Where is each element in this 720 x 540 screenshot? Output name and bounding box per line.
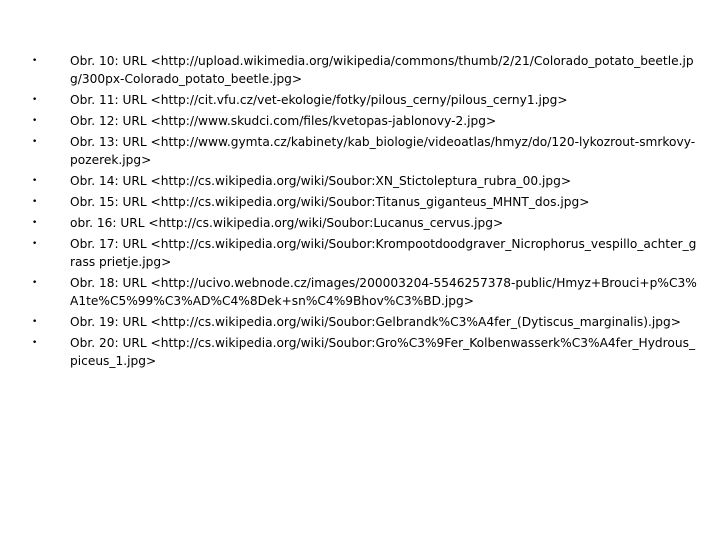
- reference-text: Obr. 18: URL <http://ucivo.webnode.cz/images/200003204-5546257378-public/Hmyz+Brouci+p%C3%A1te%C5%99%C3%AD%C4%8Dek+sn%C4%9Bhov%C3%BD.jpg>: [70, 276, 697, 308]
- list-item: [26, 214, 698, 232]
- reference-text: Obr. 14: URL <http://cs.wikipedia.org/wiki/Soubor:XN_Stictoleptura_rubra_00.jpg>: [70, 174, 572, 188]
- reference-text: Obr. 19: URL <http://cs.wikipedia.org/wiki/Soubor:Gelbrandk%C3%A4fer_(Dytiscus_marginalis).jpg>: [70, 315, 681, 329]
- bullet-icon: •: [32, 137, 38, 147]
- bullet-icon: •: [32, 197, 38, 207]
- bullet-icon: •: [32, 116, 38, 126]
- reference-list: [26, 52, 698, 373]
- bullet-icon: •: [32, 338, 38, 348]
- bullet-icon: •: [32, 176, 38, 186]
- reference-text: Obr. 17: URL <http://cs.wikipedia.org/wiki/Soubor:Krompootdoodgraver_Nicrophorus_vespillo_achter_grass prietje.jpg>: [70, 237, 697, 269]
- list-item: [26, 172, 698, 190]
- reference-text: Obr. 12: URL <http://www.skudci.com/files/kvetopas-jablonovy-2.jpg>: [70, 114, 497, 128]
- bullet-icon: •: [32, 218, 38, 228]
- list-item: [26, 133, 698, 169]
- list-item: [26, 193, 698, 211]
- list-item: [26, 91, 698, 109]
- list-item: [26, 52, 698, 88]
- list-item: [26, 274, 698, 310]
- list-item: [26, 112, 698, 130]
- reference-text: Obr. 10: URL <http://upload.wikimedia.org/wikipedia/commons/thumb/2/21/Colorado_potato_beetle.jpg/300px-Colorado_potato_beetle.jpg>: [70, 54, 694, 86]
- bullet-icon: •: [32, 317, 38, 327]
- reference-text: Obr. 15: URL <http://cs.wikipedia.org/wiki/Soubor:Titanus_giganteus_MHNT_dos.jpg>: [70, 195, 590, 209]
- reference-text: Obr. 20: URL <http://cs.wikipedia.org/wiki/Soubor:Gro%C3%9Fer_Kolbenwasserk%C3%A4fer_Hydrous_piceus_1.jpg>: [70, 336, 696, 368]
- list-item: [26, 334, 698, 370]
- bullet-icon: •: [32, 278, 38, 288]
- reference-text: Obr. 13: URL <http://www.gymta.cz/kabinety/kab_biologie/videoatlas/hmyz/do/120-lykozrout-smrkovy-pozerek.jpg>: [70, 135, 696, 167]
- reference-text: Obr. 11: URL <http://cit.vfu.cz/vet-ekologie/fotky/pilous_cerny/pilous_cerny1.jpg>: [70, 93, 568, 107]
- bullet-icon: •: [32, 95, 38, 105]
- list-item: [26, 235, 698, 271]
- reference-text: obr. 16: URL <http://cs.wikipedia.org/wiki/Soubor:Lucanus_cervus.jpg>: [70, 216, 504, 230]
- bullet-icon: •: [32, 239, 38, 249]
- list-item: [26, 313, 698, 331]
- bullet-icon: •: [32, 56, 38, 66]
